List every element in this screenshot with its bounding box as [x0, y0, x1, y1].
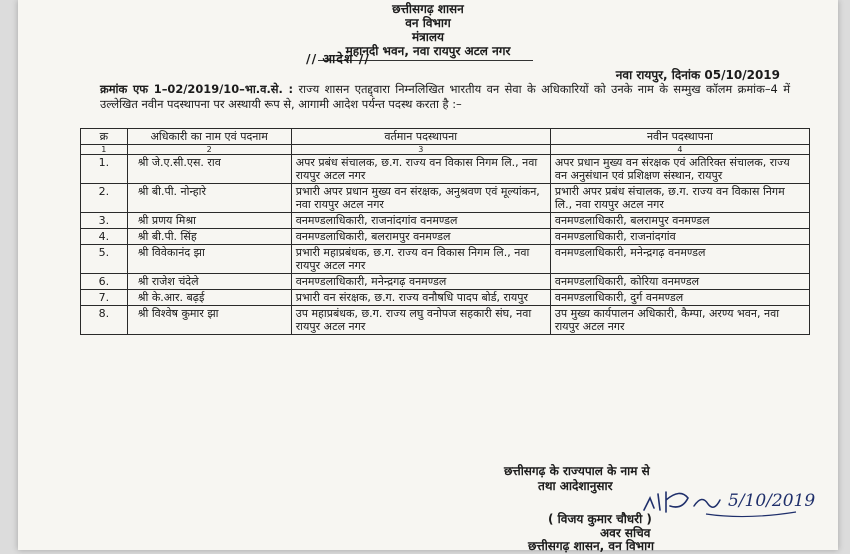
- serial-number: 6.: [81, 274, 128, 290]
- order-text: राज्य शासन एतद्द्वारा निम्नलिखित भारतीय वन सेवा के अधिकारियों को उनके नाम के सम्मुख कॉलम क्रमांक–4 में उल्लेखित नवीन पदस्थापना पर अस्थायी रूप से, आगामी आदेश पर्यन्त पदस्थ करता है :–: [100, 82, 790, 111]
- order-preamble: [100, 82, 790, 112]
- officer-name: श्री बी.पी. सिंह: [127, 229, 291, 245]
- header-current-posting: वर्तमान पदस्थापना: [291, 129, 550, 145]
- current-posting: उप महाप्रबंधक, छ.ग. राज्य लघु वनोपज सहकारी संघ, नवा रायपुर अटल नगर: [291, 306, 550, 335]
- new-posting: वनमण्डलाधिकारी, बलरामपुर वनमण्डल: [550, 213, 809, 229]
- current-posting: वनमण्डलाधिकारी, मनेन्द्रगढ़ वनमण्डल: [291, 274, 550, 290]
- header-new-posting: नवीन पदस्थापना: [550, 129, 809, 145]
- officer-name: श्री विश्वेष कुमार झा: [127, 306, 291, 335]
- serial-number: 3.: [81, 213, 128, 229]
- signatory-name: ( विजय कुमार चौधरी ): [548, 512, 652, 526]
- table-row: [81, 213, 810, 229]
- handwritten-signature: [636, 480, 816, 522]
- serial-number: 7.: [81, 290, 128, 306]
- current-posting: प्रभारी वन संरक्षक, छ.ग. राज्य वनौषधि पादप बोर्ड, रायपुर: [291, 290, 550, 306]
- new-posting: उप मुख्य कार्यपालन अधिकारी, कैम्पा, अरण्य भवन, नवा रायपुर अटल नगर: [550, 306, 809, 335]
- officer-name: श्री के.आर. बढ़ई: [127, 290, 291, 306]
- officer-name: श्री विवेकानंद झा: [127, 245, 291, 274]
- serial-number: 2.: [81, 184, 128, 213]
- table-row: [81, 245, 810, 274]
- table-row: [81, 184, 810, 213]
- table-row: [81, 306, 810, 335]
- order-document: [18, 0, 838, 553]
- transfer-table: [80, 128, 810, 335]
- column-number: 4: [550, 145, 809, 155]
- order-reference: क्रमांक एफ 1–02/2019/10–भा.व.से. :: [100, 82, 294, 96]
- new-posting: वनमण्डलाधिकारी, राजनांदगांव: [550, 229, 809, 245]
- column-number: 2: [127, 145, 291, 155]
- column-number: 1: [81, 145, 128, 155]
- current-posting: प्रभारी अपर प्रधान मुख्य वन संरक्षक, अनुश्रवण एवं मूल्यांकन, नवा रायपुर अटल नगर: [291, 184, 550, 213]
- office-address: महानदी भवन, नवा रायपुर अटल नगर: [345, 44, 511, 58]
- current-posting: प्रभारी महाप्रबंधक, छ.ग. राज्य वन विकास निगम लि., नवा रायपुर अटल नगर: [291, 245, 550, 274]
- new-posting: अपर प्रधान मुख्य वन संरक्षक एवं अतिरिक्त संचालक, राज्य वन अनुसंधान एवं प्रशिक्षण संस्थान, रायपुर: [550, 155, 809, 184]
- header-serial: क्र: [81, 129, 128, 145]
- serial-number: 4.: [81, 229, 128, 245]
- new-posting: वनमण्डलाधिकारी, मनेन्द्रगढ़ वनमण्डल: [550, 245, 809, 274]
- current-posting: वनमण्डलाधिकारी, राजनांदगांव वनमण्डल: [291, 213, 550, 229]
- table-row: [81, 290, 810, 306]
- signoff-line-1: छत्तीसगढ़ के राज्यपाल के नाम से: [504, 464, 650, 478]
- department-name: वन विभाग: [405, 16, 451, 30]
- current-posting: वनमण्डलाधिकारी, बलरामपुर वनमण्डल: [291, 229, 550, 245]
- signoff-line-2: तथा आदेशानुसार: [538, 479, 613, 493]
- column-number: 3: [291, 145, 550, 155]
- officer-name: श्री जे.ए.सी.एस. राव: [127, 155, 291, 184]
- order-date: नवा रायपुर, दिनांक 05/10/2019: [615, 68, 780, 82]
- ministry-name: मंत्रालय: [411, 30, 444, 44]
- serial-number: 8.: [81, 306, 128, 335]
- signatory-department: छत्तीसगढ़ शासन, वन विभाग: [528, 539, 654, 553]
- new-posting: वनमण्डलाधिकारी, दुर्ग वनमण्डल: [550, 290, 809, 306]
- current-posting: अपर प्रबंध संचालक, छ.ग. राज्य वन विकास निगम लि., नवा रायपुर अटल नगर: [291, 155, 550, 184]
- serial-number: 1.: [81, 155, 128, 184]
- new-posting: वनमण्डलाधिकारी, कोरिया वनमण्डल: [550, 274, 809, 290]
- header-officer: अधिकारी का नाम एवं पदनाम: [127, 129, 291, 145]
- officer-name: श्री बी.पी. नोन्हारे: [127, 184, 291, 213]
- signatory-designation: अवर सचिव: [600, 526, 651, 540]
- table-row: [81, 274, 810, 290]
- order-title: // आदेश //: [306, 51, 370, 66]
- new-posting: प्रभारी अपर प्रबंध संचालक, छ.ग. राज्य वन विकास निगम लि., नवा रायपुर अटल नगर: [550, 184, 809, 213]
- officer-name: श्री राजेश चंदेले: [127, 274, 291, 290]
- government-name: छत्तीसगढ़ शासन: [392, 2, 464, 16]
- handwritten-date: 5/10/2019: [728, 491, 816, 511]
- table-row: [81, 155, 810, 184]
- serial-number: 5.: [81, 245, 128, 274]
- table-row: [81, 229, 810, 245]
- officer-name: श्री प्रणय मिश्रा: [127, 213, 291, 229]
